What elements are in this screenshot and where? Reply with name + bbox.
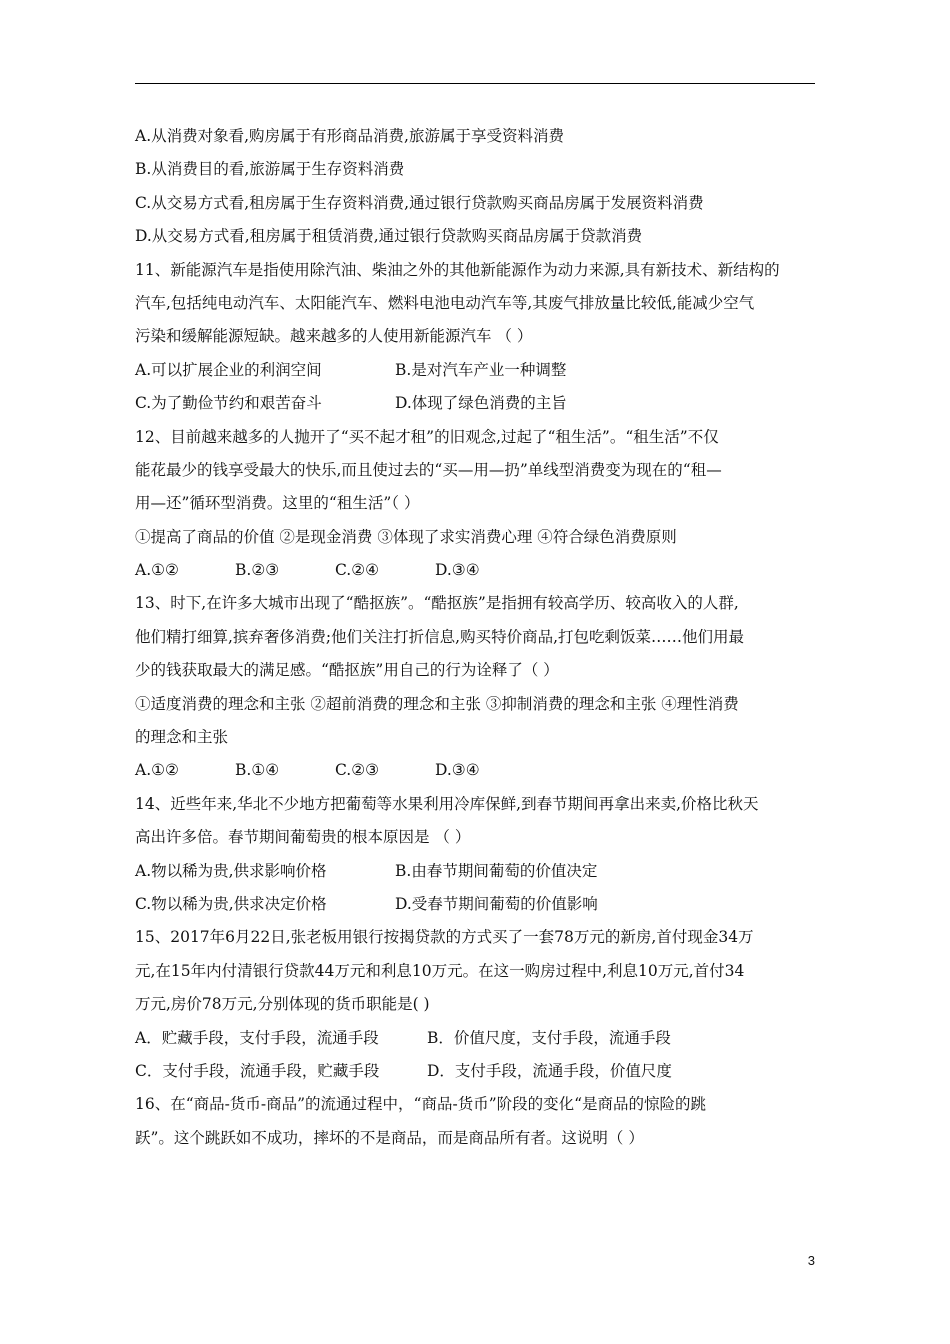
q14-option-c: C.物以稀为贵,供求决定价格 [135,894,327,913]
q14-options-row [135,888,815,921]
q15-stem-line: 元,在15年内付清银行贷款44万元和利息10万元。在这一购房过程中,利息10万元,首付34 [135,961,745,980]
q15-option-d: D．支付手段，流通手段，价值尺度 [427,1061,672,1080]
q11-option-c: C.为了勤俭节约和艰苦奋斗 [135,394,322,413]
q13-stem-line: 他们精打细算,摈弃奢侈消费;他们关注打折信息,购买特价商品,打包吃剩饭菜……他们用最 [135,627,745,646]
q12-choice-c: C.②④ [335,561,380,580]
q13-statements: ①适度消费的理念和主张 ②超前消费的理念和主张 ③抑制消费的理念和主张 ④理性消费 [135,694,739,713]
q13-choice-c: C.②③ [335,761,380,780]
q15-stem-line: 万元,房价78万元,分别体现的货币职能是( ) [135,995,430,1014]
q10-option-b: B.从消费目的看,旅游属于生存资料消费 [135,160,405,179]
q11-stem-line: 11、新能源汽车是指使用除汽油、柴油之外的其他新能源作为动力来源,具有新技术、新结构的 [135,260,780,279]
page-number: 3 [807,1253,815,1268]
q11-stem-line: 污染和缓解能源短缺。越来越多的人使用新能源汽车 （ ） [135,327,533,346]
q13-choice-a: A.①② [135,761,179,780]
q14-stem-line: 14、近些年来,华北不少地方把葡萄等水果利用冷库保鲜,到春节期间再拿出来卖,价格比秋天 [135,794,759,813]
header-rule [135,83,815,84]
q10-option-c: C.从交易方式看,租房属于生存资料消费,通过银行贷款购买商品房属于发展资料消费 [135,193,704,212]
q10-option-a: A.从消费对象看,购房属于有形商品消费,旅游属于享受资料消费 [135,127,564,145]
q11-options-row [135,387,815,420]
q15-stem-line: 15、2017年6月22日,张老板用银行按揭贷款的方式买了一套78万元的新房,首付现金34万 [135,928,754,947]
q11-option-d: D.体现了绿色消费的主旨 [395,394,567,413]
q12-stem-line: 12、目前越来越多的人抛开了“买不起才租”的旧观念,过起了“租生活”。“租生活”不仅 [135,427,719,446]
q10-option-d: D.从交易方式看,租房属于租赁消费,通过银行贷款购买商品房属于贷款消费 [135,227,643,246]
q11-stem-line: 汽车,包括纯电动汽车、太阳能汽车、燃料电池电动汽车等,其废气排放量比较低,能减少空气 [135,293,755,312]
q12-choices-row [135,554,815,587]
page-content [135,120,815,1155]
q12-choice-b: B.②③ [235,561,280,580]
q16-stem-line: 16、在“商品-货币-商品”的流通过程中，“商品-货币”阶段的变化“是商品的惊险的跳 [135,1095,707,1114]
q11-options-row [135,354,815,387]
q14-options-row [135,855,815,888]
q15-options-row [135,1055,815,1088]
q15-option-c: C．支付手段，流通手段，贮藏手段 [135,1061,380,1080]
q15-options-row [135,1022,815,1055]
q11-option-b: B.是对汽车产业一种调整 [395,360,567,379]
q14-option-a: A.物以稀为贵,供求影响价格 [135,861,327,880]
q13-statements: 的理念和主张 [135,728,229,747]
q11-option-a: A.可以扩展企业的利润空间 [135,360,322,379]
q13-choice-d: D.③④ [435,761,480,780]
q15-option-b: B．价值尺度，支付手段，流通手段 [427,1028,671,1047]
q14-option-b: B.由春节期间葡萄的价值决定 [395,861,598,880]
q16-stem-line: 跃”。这个跳跃如不成功，摔坏的不是商品，而是商品所有者。这说明（ ） [135,1128,644,1147]
q13-choices-row [135,754,815,787]
q14-option-d: D.受春节期间葡萄的价值影响 [395,894,598,913]
q12-choice-d: D.③④ [435,561,480,580]
q12-stem-line: 能花最少的钱享受最大的快乐,而且使过去的“买—用—扔”单线型消费变为现在的“租— [135,460,722,479]
q15-option-a: A．贮藏手段，支付手段，流通手段 [135,1028,379,1047]
q13-stem-line: 13、时下,在许多大城市出现了“酷抠族”。“酷抠族”是指拥有较高学历、较高收入的人群, [135,594,739,613]
q12-choice-a: A.①② [135,561,179,580]
q14-stem-line: 高出许多倍。春节期间葡萄贵的根本原因是 （ ） [135,828,471,847]
q12-stem-line: 用—还”循环型消费。这里的“租生活”（ ） [135,494,420,513]
q13-stem-line: 少的钱获取最大的满足感。“酷抠族”用自己的行为诠释了（ ） [135,661,559,680]
q13-choice-b: B.①④ [235,761,280,780]
q12-statements: ①提高了商品的价值 ②是现金消费 ③体现了求实消费心理 ④符合绿色消费原则 [135,527,677,546]
